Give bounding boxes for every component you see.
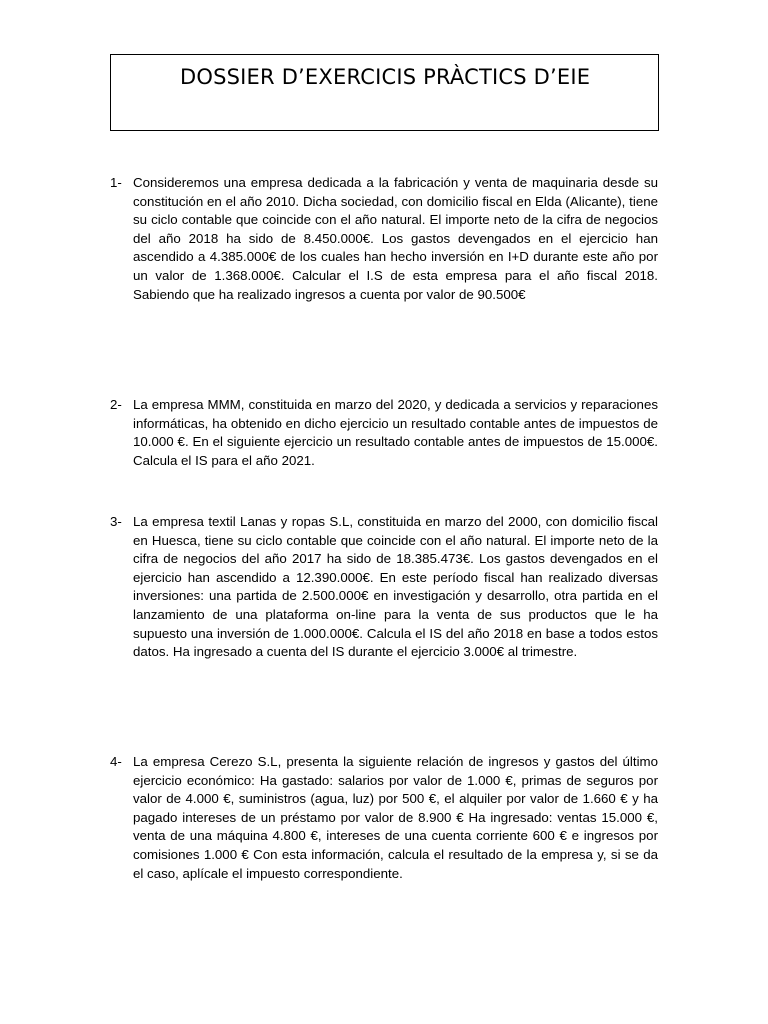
exercise-4 (110, 753, 658, 883)
exercise-number: 4- (110, 754, 122, 769)
exercise-2 (110, 396, 658, 470)
exercise-3 (110, 513, 658, 662)
exercise-text: La empresa textil Lanas y ropas S.L, constituida en marzo del 2000, con domicilio fiscal en Huesca, tiene su ciclo contable que coincide con el año natural. El importe neto de la cifra de negocios del año 2017 ha sido de 18.385.473€. Los gastos devengados en el ejercicio han ascendido a 12.390.000€. En este período fiscal han realizado diversas inversiones: una partida de 2.500.000€ en investigación y desarrollo, otra partida en el lanzamiento de una plataforma on-line para la venta de sus productos que le ha supuesto una inversión de 1.000.000€. Calcula el IS del año 2018 en base a todos estos datos. Ha ingresado a cuenta del IS durante el ejercicio 3.000€ al trimestre. (133, 514, 658, 660)
exercise-text: Consideremos una empresa dedicada a la fabricación y venta de maquinaria desde su constitución en el año 2010. Dicha sociedad, con domicilio fiscal en Elda (Alicante), tiene su ciclo contable que coincide con el año natural. El importe neto de la cifra de negocios del año 2018 ha sido de 8.450.000€. Los gastos devengados en el ejercicio han ascendido a 4.385.000€ de los cuales han hecho inversión en I+D durante este año por un valor de 1.368.000€. Calcular el I.S de esta empresa para el año fiscal 2018. Sabiendo que ha realizado ingresos a cuenta por valor de 90.500€ (133, 175, 658, 302)
exercise-number: 2- (110, 397, 122, 412)
exercise-number: 1- (110, 175, 122, 190)
document-title: DOSSIER D’EXERCICIS PRÀCTICS D’EIE (180, 65, 591, 89)
exercise-1 (110, 174, 658, 304)
exercise-number: 3- (110, 514, 122, 529)
exercise-text: La empresa Cerezo S.L, presenta la siguiente relación de ingresos y gastos del último ejercicio económico: Ha gastado: salarios por valor de 1.000 €, primas de seguros por valor de 4.000 €, suministros (agua, luz) por 500 €, el alquiler por valor de 1.660 € y ha pagado intereses de un préstamo por valor de 8.900 € Ha ingresado: ventas 15.000 €, venta de una máquina 4.800 €, intereses de una cuenta corriente 600 € e ingresos por comisiones 1.000 € Con esta información, calcula el resultado de la empresa y, si se da el caso, aplícale el impuesto correspondiente. (133, 754, 658, 881)
title-box (110, 54, 659, 131)
exercise-text: La empresa MMM, constituida en marzo del 2020, y dedicada a servicios y reparaciones informáticas, ha obtenido en dicho ejercicio un resultado contable antes de impuestos de 10.000 €. En el siguiente ejercicio un resultado contable antes de impuestos de 15.000€. Calcula el IS para el año 2021. (133, 397, 658, 468)
